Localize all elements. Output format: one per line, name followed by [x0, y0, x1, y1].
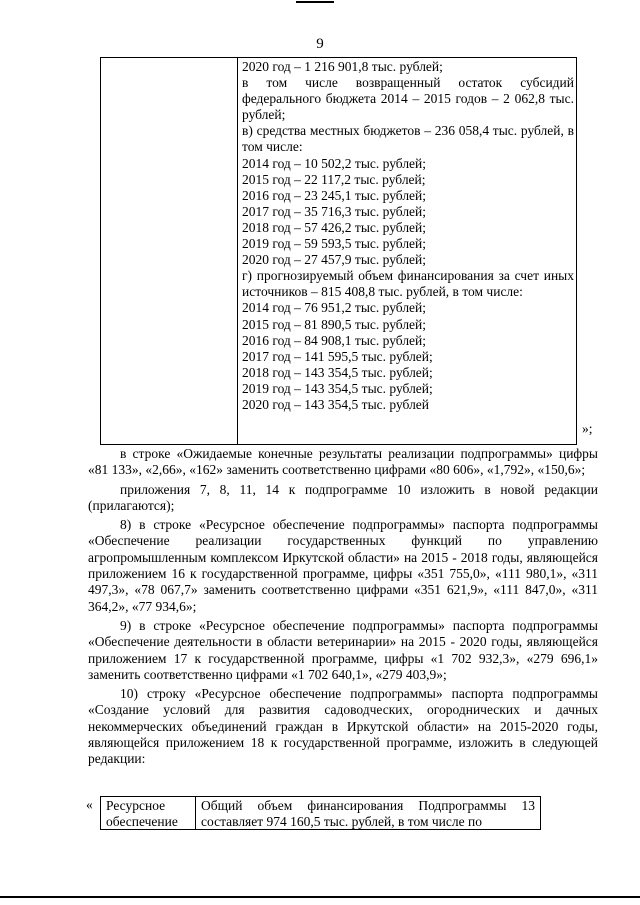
table-line: 2020 год – 1 216 901,8 тыс. рублей; — [242, 59, 443, 74]
table-line: 2015 год – 81 890,5 тыс. рублей; — [242, 316, 427, 332]
table-line: в том числе возвращенный остаток субсидий федерального бюджета 2014 – 2015 годов – 2 062,8 тыс. рублей; — [242, 75, 574, 123]
resource-table — [86, 796, 556, 830]
table-line: 2017 год – 35 716,3 тыс. рублей; — [242, 203, 427, 219]
table-line: 2016 год – 23 245,1 тыс. рублей; — [242, 187, 427, 203]
table-line: 2014 год – 76 951,2 тыс. рублей; — [242, 300, 427, 316]
table-column-divider — [237, 57, 238, 445]
table-line: 2020 год – 27 457,9 тыс. рублей; — [242, 252, 427, 268]
table-line: 2019 год – 59 593,5 тыс. рублей; — [242, 236, 427, 252]
resource-value-cell: Общий объем финансирования Подпрограммы 13 составляет 974 160,5 тыс. рублей, в том числе по — [195, 796, 541, 830]
document-body — [88, 446, 598, 771]
table-line: 2019 год – 143 354,5 тыс. рублей; — [242, 380, 433, 396]
table-line: г) прогнозируемый объем финансирования за счет иных источников – 815 408,8 тыс. рублей, в том числе: — [242, 268, 574, 300]
paragraph: 8) в строке «Ресурсное обеспечение подпрограммы» паспорта подпрограммы «Обеспечение реализации государственных функций по управлению агропромышленным комплексом Иркутской области» на 2015 - 2018 годы, являющейся приложением 16 к государственной программе, цифры «351 755,0», «111 980,1», «311 497,3», «78 067,7» заменить соответственно цифрами «351 621,9», «111 847,0», «311 364,2», «77 934,6»; — [88, 517, 598, 614]
bottom-rule — [0, 896, 640, 898]
top-rule — [296, 1, 334, 3]
paragraph: 9) в строке «Ресурсное обеспечение подпрограммы» паспорта подпрограммы «Обеспечение деятельности в области ветеринарии» на 2015 - 2020 годы, являющейся приложением 17 к государственной программе, цифры «1 702 932,3», «279 696,1» заменить соответственно цифрами «1 702 640,1», «279 403,9»; — [88, 617, 598, 682]
table-line: в) средства местных бюджетов – 236 058,4 тыс. рублей, в том числе: — [242, 123, 574, 155]
paragraph: приложения 7, 8, 11, 14 к подпрограмме 10 изложить в новой редакции (прилагаются); — [88, 481, 598, 513]
table-closing-quote: »; — [582, 421, 593, 436]
table-right-cell — [242, 59, 574, 413]
table-line: 2020 год – 143 354,5 тыс. рублей — [242, 396, 430, 412]
table-line: 2018 год – 143 354,5 тыс. рублей; — [242, 364, 433, 380]
resource-label-cell: Ресурсное обеспечение — [100, 796, 196, 830]
table-line: 2015 год – 22 117,2 тыс. рублей; — [242, 171, 426, 187]
paragraph: 10) строку «Ресурсное обеспечение подпрограммы» паспорта подпрограммы «Создание условий для развития садоводческих, огороднических и дачных некоммерческих объединений граждан в Иркутской области» на 2015-2020 годы, являющейся приложением 18 к государственной программе, изложить в следующей редакции: — [88, 686, 598, 767]
table-line: 2014 год – 10 502,2 тыс. рублей; — [242, 155, 427, 171]
table-line: 2017 год – 141 595,5 тыс. рублей; — [242, 348, 433, 364]
paragraph: в строке «Ожидаемые конечные результаты реализации подпрограммы» цифры «81 133», «2,66», «162» заменить соответственно цифрами «80 606», «1,792», «150,6»; — [88, 446, 598, 478]
table-line: 2018 год – 57 426,2 тыс. рублей; — [242, 219, 427, 235]
page-number: 9 — [316, 36, 324, 52]
open-quote: « — [86, 797, 93, 812]
table-line: 2016 год – 84 908,1 тыс. рублей; — [242, 332, 427, 348]
financing-table — [100, 57, 577, 445]
